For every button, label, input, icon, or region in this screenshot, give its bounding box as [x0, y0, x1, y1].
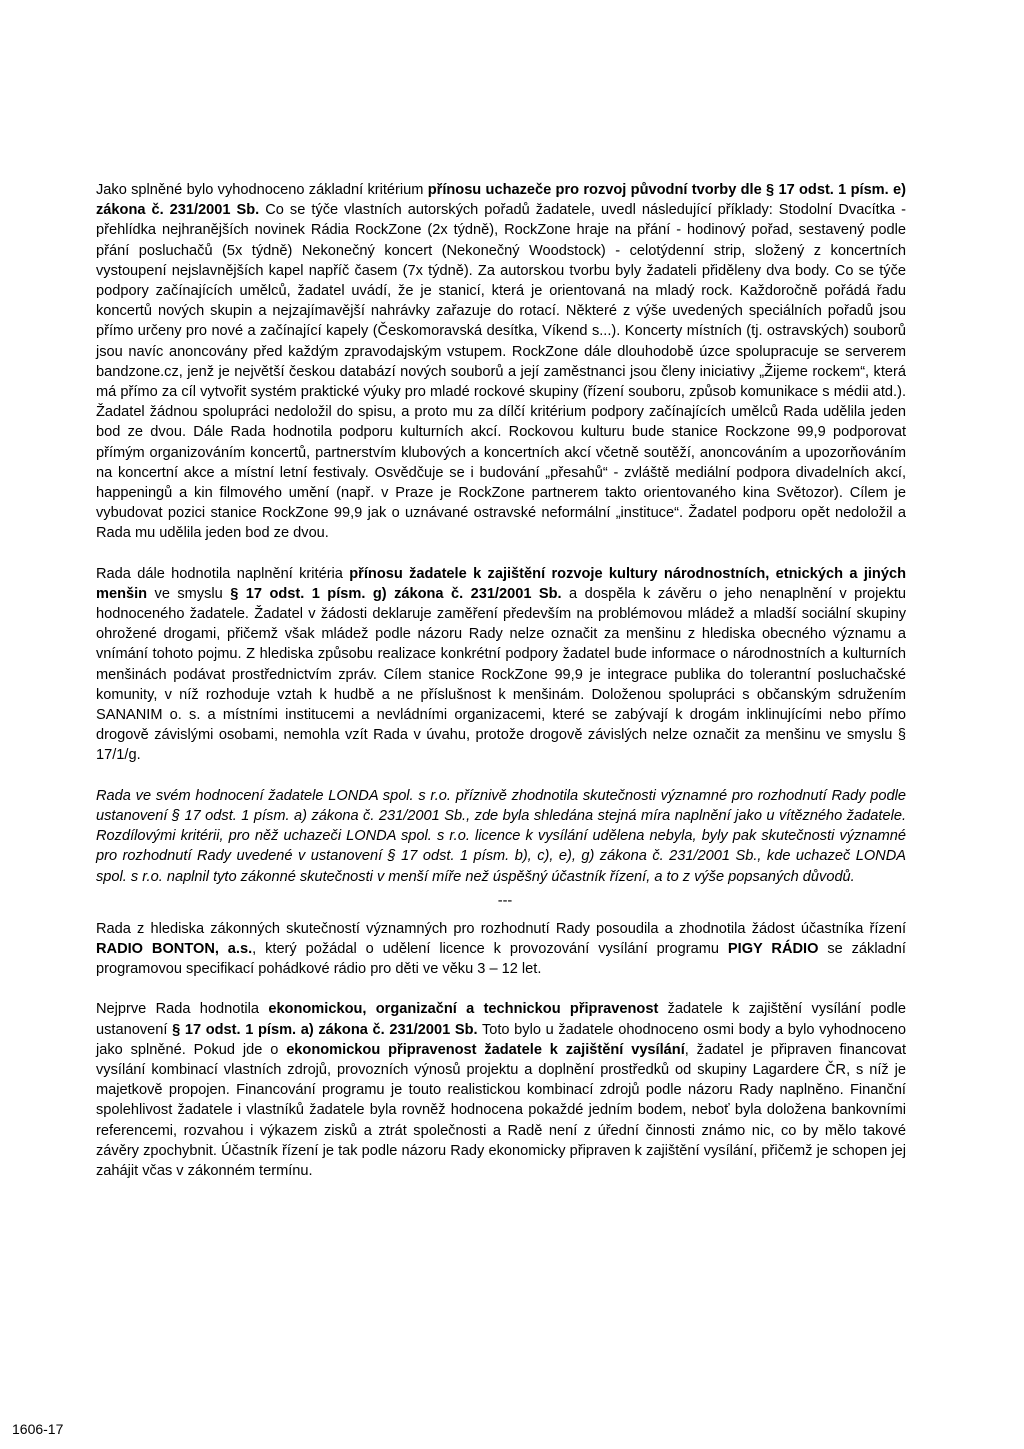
bold-text-run: přínosu uchazeče pro rozvoj původní tvorby dle § 17 odst. 1 písm. e) zákona č. 231/2001 Sb. — [96, 182, 907, 219]
text-run: Jako splněné bylo vyhodnoceno základní kritérium — [96, 182, 428, 198]
document-body — [96, 180, 906, 1201]
text-run: Rada dále hodnotila naplnění kritéria — [96, 565, 350, 582]
section-separator: --- — [497, 892, 513, 909]
page-footer-code: 1606-17 — [12, 1421, 64, 1437]
text-run: Nejprve Rada hodnotila — [96, 1001, 269, 1018]
text-run: , žadatel je připraven financovat vysílání kombinací vlastních zdrojů, provozních výnosů projektu a doplnění prostředků od skupiny Lagardere ČR, s níž je majetkově propojen. Financování programu je touto realistickou kombinací zdrojů podle názoru Rady naplněno. Finanční spolehlivost žadatele i vlastníků žadatele byla rovněž hodnocena pokaždé jedním bodem, neboť byla doložena bankovními referencemi, rozvahou i výkazem zisků a ztrát společnosti a Radě není z úřední činnosti známo nic, co by mělo takové závěry zpochybnit. Účastník řízení je tak podle názoru Rady ekonomicky připraven k zajištění vysílání, přičemž je schopen jej zahájit včas v zákonném termínu. — [96, 1041, 906, 1179]
text-run: Co se týče vlastních autorských pořadů žadatele, uvedl následující příklady: Stodolní Dvacítka - přehlídka nejhranějších novinek Rádia RockZone (2x týdně), RockZone hraje na přání - hodinový pořad, sestavený podle přání posluchačů (5x týdně) Nekonečný koncert (Nekonečný Woodstock) - celotýdenní strip, složený z koncertních vystoupení nejslavnějších kapel napříč časem (7x týdně). Za autorskou tvorbu byly žadateli přiděleny dva body. Co se týče podpory začínajících umělců, žadatel uvádí, že je stanicí, která je orientovaná na mladý rock. Každoročně pořádá řadu koncertů nových skupin a nejzajímavější nahrávky zařazuje do rotací. Některé z výše uvedených speciálních pořadů jsou přímo určeny pro nové a začínající kapely (Českomoravská desítka, Víkend s...). Koncerty místních (tj. ostravských) souborů jsou navíc anoncovány před každým zpravodajským vstupem. RockZone dále dlouhodobě úzce spolupracuje se serverem bandzone.cz, jenž je největší českou databází nových souborů a její zaměstnanci jsou členy iniciativy „Žijeme rockem“, která má přímo za cíl vytvořit systém praktické výuky pro mladé rockové skupiny (řízení souboru, způsob komunikace s médii atd.). Žadatel žádnou spolupráci nedoložil do spisu, a proto mu za dílčí kritérium podpory začínajících umělců Rada udělila jeden bod ze dvou. Dále Rada hodnotila podporu kulturních akcí. Rockovou kulturu bude stanice Rockzone 99,9 podporovat přímým organizováním koncertů, partnerstvím klubových a koncertních akcí včetně soutěží, anoncováním a upozorňováním na koncertní akce a místní letní festivaly. Osvědčuje se i budování „přesahů“ - zvláště mediální podpora divadelních akcí, happeningů a kin filmového umění (např. v Praze je RockZone partnerem takto orientovaného kina Světozor). Cílem je vybudovat pozici stanice RockZone 99,9 jak o uznávané ostravské neformální „instituce“. Žadatel podporu opět nedoložil a Rada mu udělila jeden bod ze dvou. — [96, 202, 906, 542]
bold-text-run: § 17 odst. 1 písm. g) zákona č. 231/2001 Sb. — [230, 585, 562, 602]
bold-text-run: RADIO BONTON, a.s. — [96, 940, 253, 957]
bold-text-run: ekonomickou připravenost žadatele k zajištění vysílání — [286, 1041, 685, 1058]
paragraph-original-work — [96, 180, 906, 544]
bold-text-run: § 17 odst. 1 písm. a) zákona č. 231/2001 Sb. — [172, 1021, 478, 1038]
text-run: se základní programovou specifikací pohádkové rádio pro děti ve věku 3 – 12 let. — [96, 940, 906, 978]
bold-text-run: ekonomickou, organizační a technickou připravenost — [268, 1001, 659, 1018]
text-run: Rada z hlediska zákonných skutečností významných pro rozhodnutí Rady posoudila a zhodnotila žádost účastníka řízení — [96, 920, 906, 937]
paragraph-economic-readiness — [96, 999, 906, 1181]
text-run: a dospěla k závěru o jeho nenaplnění v projektu hodnoceného žadatele. Žadatel v žádosti deklaruje zaměření především na problémovou mládež a mladší sociální skupiny ohrožené drogami, přičemž však mládež podle názoru Rady nelze označit za menšinu z hlediska obecného významu a vnímání tohoto pojmu. Z hlediska způsobu realizace konkrétní podpory žadatel bude informace o národnostních a kulturních menšinách podávat prostřednictvím zpráv. Cílem stanice RockZone 99,9 je integrace publika do tolerantní posluchačské komunity, v níž rozhoduje vztah k hudbě a ne příslušnost k menšinám. Doloženou spolupráci s občanským sdružením SANANIM o. s. a místními institucemi a nevládními organizacemi, které se zabývají k drogám inklinujícími nebo přímo drogově závislými osobami, nemohla vzít Rada v úvahu, protože drogově závislých nelze označit za menšinu ve smyslu § 17/1/g. — [96, 585, 907, 764]
text-run: Rada ve svém hodnocení žadatele LONDA spol. s r.o. příznivě zhodnotila skutečnosti významné pro rozhodnutí Rady podle ustanovení § 17 odst. 1 písm. a) zákona č. 231/2001 Sb., zde byla shledána stejná míra naplnění jako u vítězného žadatele. Rozdílovými kritérii, pro něž uchazeči LONDA spol. s r.o. licence k vysílání udělena nebyla, byly pak skutečnosti významné pro rozhodnutí Rady uvedené v ustanovení § 17 odst. 1 písm. b), c), e), g) zákona č. 231/2001 Sb., kde uchazeč LONDA spol. s r.o. naplnil tyto zákonné skutečnosti v menší míře než úspěšný účastník řízení, a to z výše popsaných důvodů. — [96, 787, 906, 885]
text-run: žadatele k zajištění vysílání podle ustanovení — [96, 1001, 907, 1038]
paragraph-minorities-criterion — [96, 564, 906, 766]
text-run: ve smyslu — [147, 585, 231, 602]
paragraph-radio-bonton-intro — [96, 919, 906, 980]
text-run: , který požádal o udělení licence k provozování vysílání programu — [252, 940, 728, 957]
bold-text-run: přínosu žadatele k zajištění rozvoje kultury národnostních, etnických a jiných menšin — [96, 565, 906, 602]
bold-text-run: PIGY RÁDIO — [727, 940, 819, 957]
paragraph-londa-summary — [96, 786, 906, 887]
text-run: Toto bylo u žadatele ohodnoceno osmi body a bylo vyhodnoceno jako splněné. Pokud jde o — [96, 1021, 906, 1058]
